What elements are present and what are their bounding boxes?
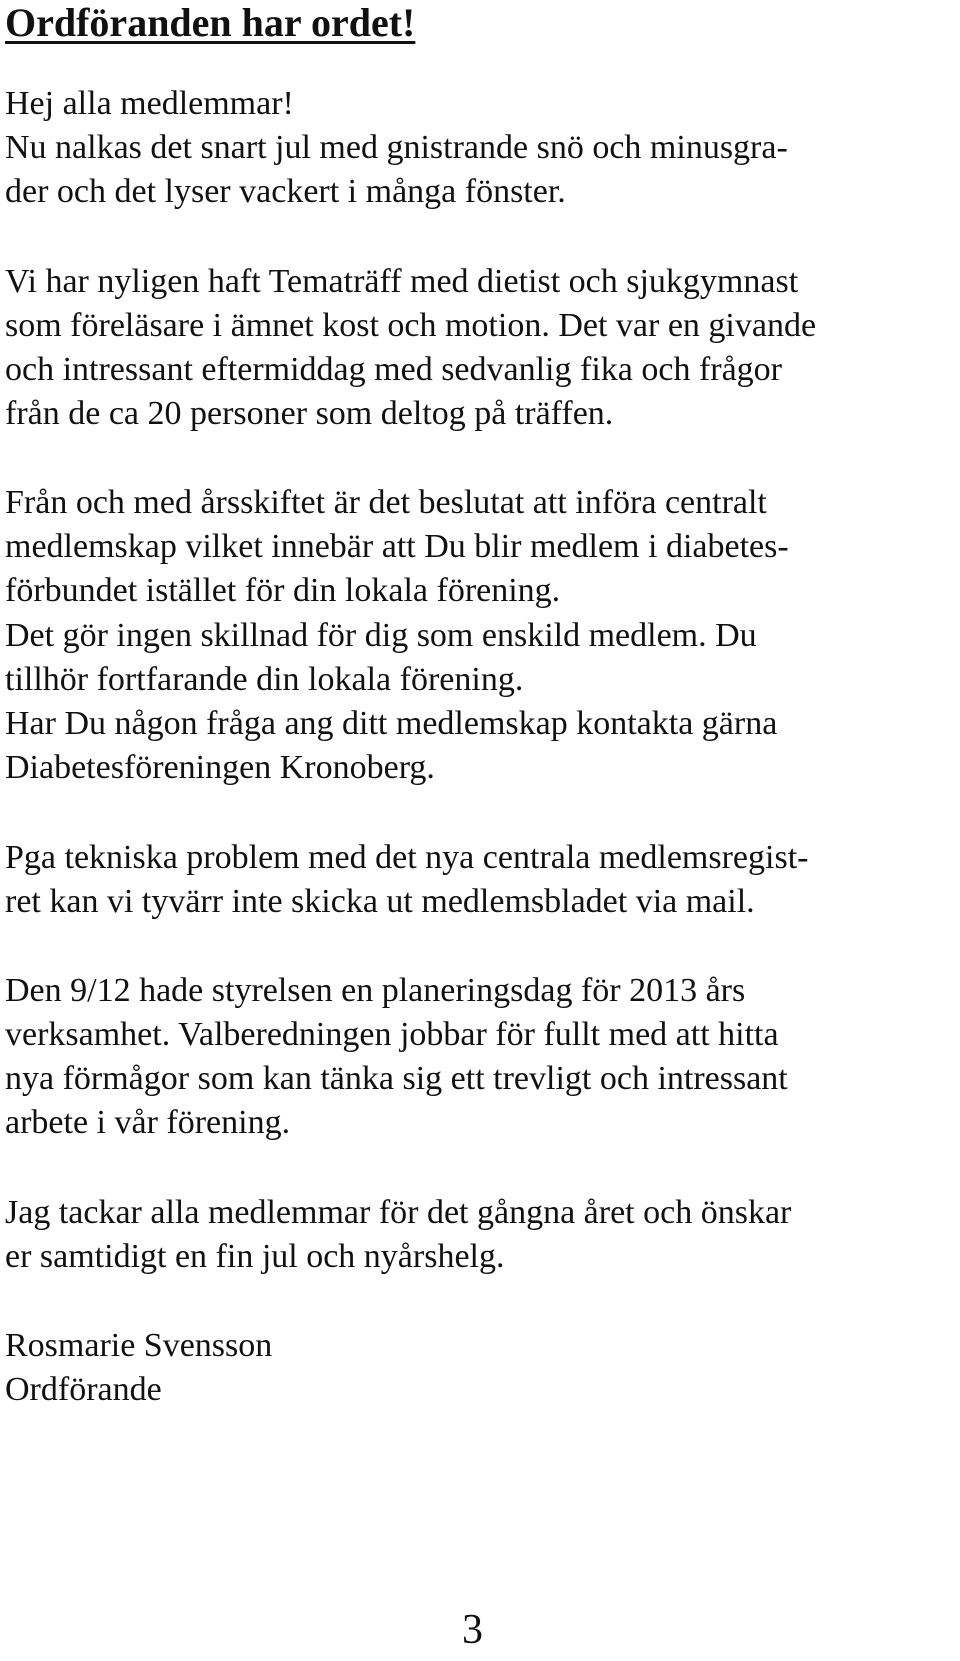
paragraph-line: från de ca 20 personer som deltog på träffen. [5,395,614,432]
paragraph-line: verksamhet. Valberedningen jobbar för fullt med att hitta [5,1016,779,1053]
signature-name: Rosmarie Svensson [5,1327,273,1364]
paragraph-line: Vi har nyligen haft Tematräff med dietist och sjukgymnast [5,263,799,300]
paragraph-line: Har Du någon fråga ang ditt medlemskap kontakta gärna [5,705,778,742]
paragraph-line: som föreläsare i ämnet kost och motion. Det var en givande [5,307,817,344]
paragraph-line: Pga tekniska problem med det nya centrala medlemsregist- [5,839,809,876]
paragraph-line: er samtidigt en fin jul och nyårshelg. [5,1238,505,1275]
paragraph-line: Diabetesföreningen Kronoberg. [5,749,435,786]
paragraph-line: Det gör ingen skillnad för dig som enskild medlem. Du [5,617,757,654]
paragraph-line: ret kan vi tyvärr inte skicka ut medlemsbladet via mail. [5,883,755,920]
greeting-line: der och det lyser vackert i många fönster. [5,173,566,210]
paragraph-line: Från och med årsskiftet är det beslutat att införa centralt [5,484,767,521]
page-number: 3 [462,1607,483,1653]
greeting-line: Nu nalkas det snart jul med gnistrande snö och minusgra- [5,129,788,166]
signature-role: Ordförande [5,1371,162,1408]
paragraph-line: och intressant eftermiddag med sedvanlig fika och frågor [5,351,783,388]
paragraph-line: arbete i vår förening. [5,1104,291,1141]
paragraph-line: nya förmågor som kan tänka sig ett trevligt och intressant [5,1060,788,1097]
greeting-line: Hej alla medlemmar! [5,85,294,122]
paragraph-line: medlemskap vilket innebär att Du blir medlem i diabetes- [5,528,789,565]
paragraph-line: Jag tackar alla medlemmar för det gångna året och önskar [5,1194,792,1231]
page-title: Ordföranden har ordet! [5,0,416,45]
paragraph-line: förbundet istället för din lokala förening. [5,572,561,609]
paragraph-line: tillhör fortfarande din lokala förening. [5,661,524,698]
paragraph-line: Den 9/12 hade styrelsen en planeringsdag för 2013 års [5,972,746,1009]
